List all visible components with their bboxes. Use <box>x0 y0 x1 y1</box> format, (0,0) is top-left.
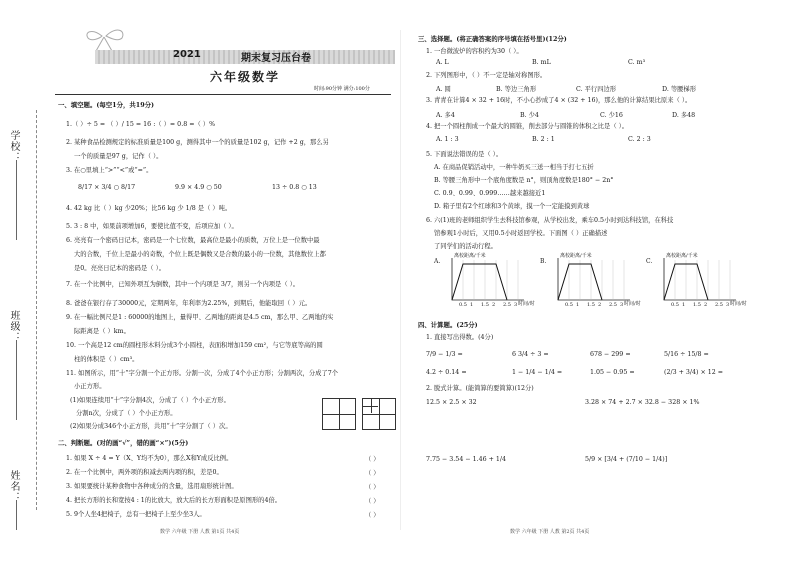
oral-calc-item: 4.2 ÷ 0.14 = <box>426 369 467 376</box>
s3-q5d: D. 箱子里有2个红球和3个黄球，摸一个一定能摸到黄球 <box>434 203 590 210</box>
s1-q1: 1.（ ）÷ 5 = （ ）/ 15 = 16 :（ ）= 0.8 =（ ）% <box>66 121 216 128</box>
oral-calc-item: 1.05 − 0.95 = <box>590 369 635 376</box>
square-split-twice-figure <box>362 398 396 430</box>
chart-tick-label: 3 <box>514 302 518 308</box>
s4-calc-1: 12.5 × 2.5 × 32 <box>426 399 477 406</box>
chart-line <box>452 264 507 300</box>
exam-year: 2021 <box>173 49 201 60</box>
s1-q11a: 11. 如图所示，用“十”字分割一个正方形。分割一次，分成了4个小正方形；分割两次，分成了7个 <box>66 370 339 377</box>
chart-x-label: 时间/时 <box>730 301 747 307</box>
page-divider <box>400 30 401 530</box>
s4-q2: 2. 脱式计算。(能简算的要简算)(12分) <box>426 385 534 392</box>
s1-q11c: (1)如果连续用“十”字分割4次，分成了（ ）个小正方形。 <box>70 397 230 404</box>
distance-time-chart <box>434 254 534 312</box>
chart-tick-label: 2 <box>704 302 708 308</box>
distance-time-chart <box>646 254 746 312</box>
s1-q2b: 一个的质量是97 g，记作（ ）。 <box>74 153 163 160</box>
oral-calc-item: 5/16 ÷ 15/8 = <box>664 351 709 358</box>
choice-option[interactable]: C. 2 : 3 <box>628 136 651 143</box>
s3-q5b: B. 等腰三角形中一个底角度数是 n°，则顶角度数是180° − 2n° <box>434 177 614 184</box>
chart-option-letter: C. <box>646 258 653 265</box>
chart-tick-label: 1 <box>682 302 686 308</box>
chart-y-label: 离校距离/千米 <box>666 253 698 259</box>
s1-q5: 5. 3 : 8 中，如果前项增加6，要使比值不变，后项应加（ ）。 <box>66 223 238 230</box>
s1-q6b: 大的合数，千位上是最小的奇数，个位上既是偶数又是合数的最小的一位数，其他数位上都 <box>74 251 326 258</box>
choice-option[interactable]: B. 等边三角形 <box>496 86 537 93</box>
class-label: 班级： <box>8 310 19 343</box>
s3-q6a: 6. 六(1)班的老师组织学生去科技馆参观，从学校出发，乘车0.5小时到达科技馆，在科技 <box>426 217 674 224</box>
judge-item: 3. 如果要统计某种食物中各种成分的含量，选用扇形统计图。 <box>66 483 238 490</box>
judge-answer-blank[interactable]: （ ） <box>365 470 380 477</box>
chart-option-letter: A. <box>434 258 441 265</box>
footer-right: 数学 六年级 下册 人教 第2页 共4页 <box>510 529 590 535</box>
judge-answer-blank[interactable]: （ ） <box>365 498 380 505</box>
s4-q1: 1. 直接写出得数。(4分) <box>426 334 494 341</box>
oral-calc-item: 6 3/4 ÷ 3 = <box>512 351 549 358</box>
binding-dashed-line <box>36 110 37 510</box>
chart-tick-label: 1 <box>576 302 580 308</box>
s1-q4: 4. 42 kg 比（ ）kg 少20%；比56 kg 少 1/8 是（ ）吨。 <box>66 205 232 212</box>
oral-calc-item: 1 − 1/4 − 1/4 = <box>512 369 563 376</box>
chart-tick-label: 2.5 <box>503 302 511 308</box>
chart-x-label: 时间/时 <box>518 301 535 307</box>
exam-subtitle: 六年级数学 <box>210 70 281 84</box>
s3-q3: 3. 青青在计算4 × 32 + 16时，不小心抄成了4 × (32 + 16)，那么他的计算结果比原来（ ）。 <box>426 97 692 104</box>
judge-item: 2. 在一个比例中，两外项的积减去两内项的积，差是0。 <box>66 469 223 476</box>
school-label: 学校： <box>8 130 19 163</box>
chart-x-label: 时间/时 <box>624 301 641 307</box>
s3-q4: 4. 把一个圆柱削成一个最大的圆锥，削去部分与圆锥的体积之比是（ ）。 <box>426 123 629 130</box>
s1-q9a: 9. 在一幅比例尺是1 : 60000的地图上，量得甲、乙两地的距离是4.5 cm，那么甲、乙两地的实 <box>66 314 334 321</box>
s3-q5: 5. 下面说法错误的是（ ）。 <box>426 151 503 158</box>
choice-option[interactable]: D. 多48 <box>672 112 696 119</box>
chart-y-label: 离校距离/千米 <box>454 253 486 259</box>
judge-item: 4. 把长方形的长和宽按4 : 1的比放大，放大后的长方形面积是原图形的4倍。 <box>66 497 282 504</box>
choice-option[interactable]: C. 平行四边形 <box>576 86 617 93</box>
chart-tick-label: 3 <box>726 302 730 308</box>
s3-q5c: C. 0.9、0.99、0.999……越来越接近1 <box>434 190 546 197</box>
judge-answer-blank[interactable]: （ ） <box>365 512 380 519</box>
section2-heading: 二、判断题。(对的画“√”，错的画“×”)(5分) <box>58 439 189 447</box>
choice-option[interactable]: D. 等腰梯形 <box>662 86 697 93</box>
class-blank[interactable] <box>16 340 17 420</box>
header-rule <box>55 94 391 95</box>
chart-tick-label: 1.5 <box>481 302 489 308</box>
exam-title: 期末复习压台卷 <box>241 53 311 64</box>
s1-q9b: 际距离是（ ）km。 <box>74 328 130 335</box>
s1-q2a: 2. 某种食品检测规定的标准质量是100 g，测得其中一个的质量是102 g，记作 +2 g，那么另 <box>66 139 329 146</box>
choice-option[interactable]: C. m³ <box>628 59 646 66</box>
s4-calc-3: 7.75 − 3.54 − 1.46 + 1/4 <box>426 456 507 463</box>
s4-calc-2: 3.28 × 74 + 2.7 × 32.8 − 328 × 1% <box>585 399 700 406</box>
section4-heading: 四、计算题。(25分) <box>418 321 478 329</box>
binding-strip <box>0 90 44 530</box>
chart-tick-label: 2 <box>598 302 602 308</box>
chart-tick-label: 1.5 <box>693 302 701 308</box>
name-label: 姓名： <box>8 470 19 503</box>
chart-tick-label: 1.5 <box>587 302 595 308</box>
choice-option[interactable]: A. 圆 <box>436 86 451 93</box>
s1-q11d: 分割n次，分成了（ ）个小正方形。 <box>76 410 177 417</box>
oral-calc-item: 7/9 − 1/3 = <box>426 351 463 358</box>
s1-q8: 8. 爸爸在银行存了30000元，定期两年，年利率为2.25%，到期后，他能取回（ ）元。 <box>66 300 312 307</box>
chart-tick-label: 3 <box>620 302 624 308</box>
s1-q3: 3. 在○里填上“>”“<”或“=”。 <box>66 167 153 174</box>
footer-left: 数学 六年级 下册 人教 第1页 共4页 <box>160 529 240 535</box>
chart-tick-label: 0.5 <box>459 302 467 308</box>
name-blank[interactable] <box>16 500 17 530</box>
judge-answer-blank[interactable]: （ ） <box>365 456 380 463</box>
s1-q7: 7. 在一个比例中，已知外项互为倒数，其中一个内项是 3/7，则另一个内项是（ ）。 <box>66 281 300 288</box>
section1-heading: 一、填空题。(每空1分，共19分) <box>58 101 155 109</box>
distance-time-chart <box>540 254 640 312</box>
school-blank[interactable] <box>16 160 17 240</box>
choice-option[interactable]: B. 2 : 1 <box>532 136 555 143</box>
s1-q6c: 是0。亮亮日记本的密码是（ ）。 <box>74 265 166 272</box>
choice-option[interactable]: A. 1 : 3 <box>436 136 459 143</box>
s4-calc-4: 5/9 × [3/4 + (7/10 − 1/4)] <box>585 456 668 463</box>
s1-q11e: (2)如果分成346个小正方形，共用“十”字分割了（ ）次。 <box>70 423 232 430</box>
title-banner <box>95 50 395 64</box>
choice-option[interactable]: B. mL <box>532 59 551 66</box>
oral-calc-item: 678 − 299 = <box>590 351 631 358</box>
s1-q3c: 13 ÷ 0.8 ○ 13 <box>272 184 317 191</box>
chart-tick-label: 2 <box>492 302 496 308</box>
choice-option[interactable]: A. 多4 <box>436 112 455 119</box>
s3-q2: 2. 下列图形中，（ ）不一定是轴对称图形。 <box>426 72 547 79</box>
s1-q6a: 6. 亮亮有一个密码日记本，密码是一个七位数，最高位是最小的质数，万位上是一位数中最 <box>66 237 320 244</box>
chart-tick-label: 0.5 <box>565 302 573 308</box>
choice-option[interactable]: C. 少16 <box>600 112 623 119</box>
s3-q5a: A. 在商品促销活动中，一种牛奶买三送一相当于打七五折 <box>434 164 594 171</box>
judge-item: 5. 9个人坐4把椅子，总有一把椅子上至少坐3人。 <box>66 511 206 518</box>
choice-option[interactable]: B. 少4 <box>520 112 539 119</box>
square-split-once-figure <box>322 398 356 430</box>
s1-q10b: 柱的体积是（ ）cm³。 <box>74 356 139 363</box>
s3-q1: 1. 一台微波炉的容积约为30（ ）。 <box>426 48 523 55</box>
s3-q6c: 了同学们的活动行程。 <box>434 243 497 250</box>
s1-q3b: 9.9 × 4.9 ○ 50 <box>175 184 222 191</box>
chart-tick-label: 0.5 <box>671 302 679 308</box>
chart-tick-label: 2.5 <box>715 302 723 308</box>
s1-q3a: 8/17 × 3/4 ○ 8/17 <box>78 184 136 191</box>
choice-option[interactable]: A. L <box>436 59 449 66</box>
chart-tick-label: 1 <box>470 302 474 308</box>
section3-heading: 三、选择题。(将正确答案的序号填在括号里)(12分) <box>418 35 567 43</box>
s1-q11b: 小正方形。 <box>74 383 106 390</box>
judge-item: 1. 如果 X ÷ 4 = Y（X、Y均不为0），那么X和Y成反比例。 <box>66 455 233 462</box>
s3-q6b: 馆参观1小时后，又用0.5小时返回学校。下面图（ ）正确描述 <box>434 230 608 237</box>
chart-y-label: 离校距离/千米 <box>560 253 592 259</box>
oral-calc-item: (2/3 + 3/4) × 12 = <box>664 369 724 376</box>
judge-answer-blank[interactable]: （ ） <box>365 484 380 491</box>
chart-option-letter: B. <box>540 258 547 265</box>
s1-q10a: 10. 一个高是12 cm的圆柱形木料分成3个小圆柱，表面积增加159 cm²，与它等底等高的圆 <box>66 342 323 349</box>
ribbon-decoration-icon <box>82 22 132 52</box>
chart-tick-label: 2.5 <box>609 302 617 308</box>
time-info: 时间:90分钟 满分:100分 <box>314 86 370 92</box>
